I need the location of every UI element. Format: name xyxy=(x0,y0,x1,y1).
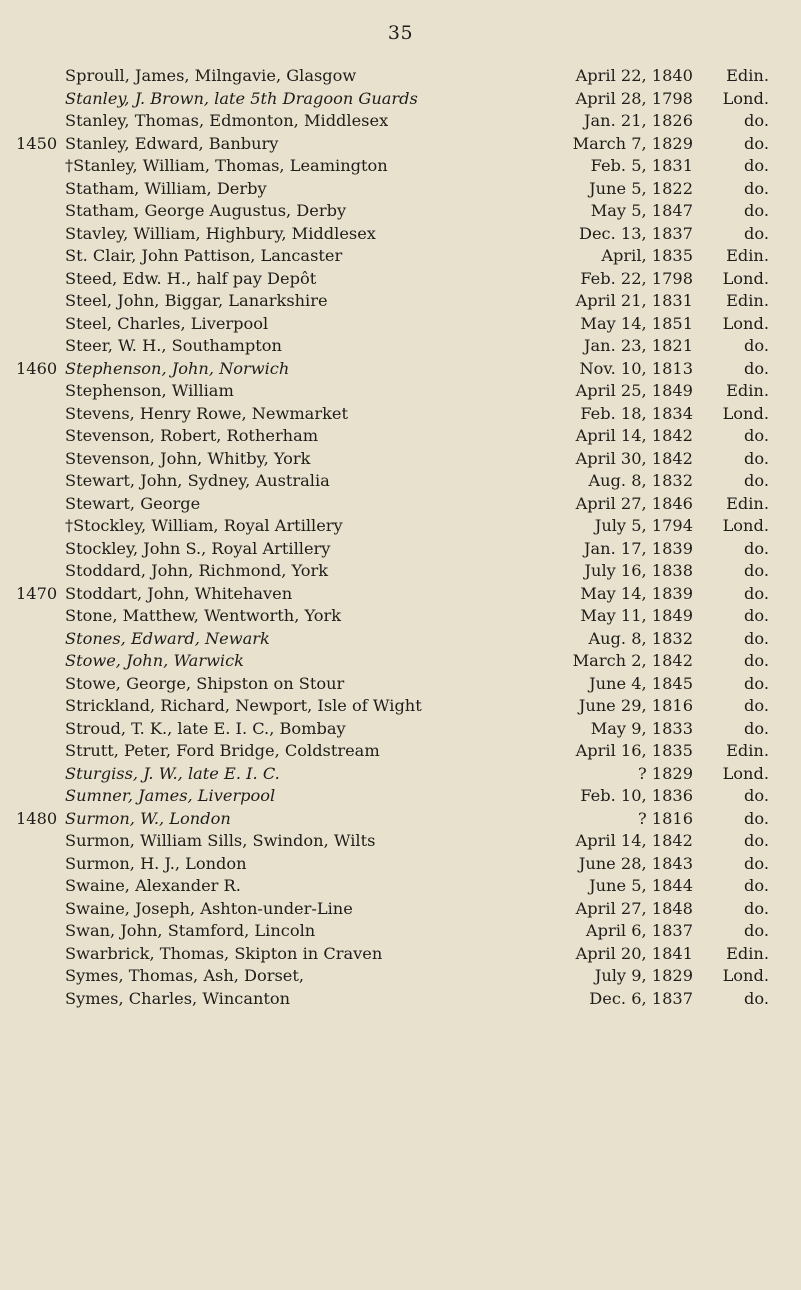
entry-date: Jan. 21, 1826 xyxy=(584,111,693,130)
entry-date: Feb. 10, 1836 xyxy=(580,786,693,805)
entry-name: Stanley, Edward, Banbury xyxy=(65,133,279,153)
entry-place: Edin. xyxy=(726,66,769,85)
entry-date: Feb. 18, 1834 xyxy=(580,403,693,423)
entry-date: June 5, 1844 xyxy=(589,876,693,895)
entry-place: Lond. xyxy=(722,313,769,333)
entry-place: do. xyxy=(744,606,769,625)
entry-date: April, 1835 xyxy=(601,246,693,265)
list-item xyxy=(16,763,776,786)
entry-place: do. xyxy=(744,448,769,468)
list-item xyxy=(16,313,776,336)
entry-name: Stephenson, John, Norwich xyxy=(65,358,290,378)
entry-index: 1460 xyxy=(16,358,58,378)
list-item xyxy=(16,628,776,651)
list-item xyxy=(16,560,776,583)
list-item xyxy=(16,898,776,921)
entry-name: Stoddart, John, Whitehaven xyxy=(65,583,293,603)
entry-name: Strutt, Peter, Ford Bridge, Coldstream xyxy=(65,741,380,760)
entry-name: Stanley, Thomas, Edmonton, Middlesex xyxy=(65,111,389,130)
entry-place: Edin. xyxy=(726,246,769,265)
entry-date: Feb. 5, 1831 xyxy=(590,156,693,175)
entry-name: Stone, Matthew, Wentworth, York xyxy=(65,606,342,625)
list-item xyxy=(16,403,776,426)
entry-date: June 4, 1845 xyxy=(589,673,693,693)
list-item xyxy=(16,650,776,673)
entry-date: April 22, 1840 xyxy=(575,66,693,85)
entry-name: Stavley, William, Highbury, Middlesex xyxy=(65,223,376,243)
entry-place: do. xyxy=(744,718,769,738)
entry-date: Dec. 6, 1837 xyxy=(589,988,693,1008)
entry-place: do. xyxy=(744,426,769,445)
list-item xyxy=(16,178,776,201)
entry-index: 1470 xyxy=(16,583,58,603)
entry-date: April 14, 1842 xyxy=(575,426,693,445)
entry-place: do. xyxy=(744,853,769,873)
entry-date: May 9, 1833 xyxy=(590,718,693,738)
entry-date: ? 1829 xyxy=(637,763,693,783)
entry-name: Stevens, Henry Rowe, Newmarket xyxy=(65,403,348,423)
entry-place: do. xyxy=(744,808,769,828)
entry-date: July 9, 1829 xyxy=(594,966,693,985)
entry-place: Edin. xyxy=(726,741,769,760)
entry-date: May 11, 1849 xyxy=(580,606,693,625)
entry-name: Stephenson, William xyxy=(65,381,234,400)
entry-place: Lond. xyxy=(722,403,769,423)
list-item xyxy=(16,965,776,988)
list-item xyxy=(16,110,776,133)
list-item xyxy=(16,808,776,831)
list-item xyxy=(16,268,776,291)
list-item xyxy=(16,65,776,88)
list-item xyxy=(16,470,776,493)
list-item xyxy=(16,335,776,358)
entry-place: do. xyxy=(744,201,769,220)
entry-name: Stowe, John, Warwick xyxy=(65,651,244,670)
entry-place: do. xyxy=(744,178,769,198)
entry-place: do. xyxy=(744,561,769,580)
entry-name: Stoddard, John, Richmond, York xyxy=(65,561,329,580)
entry-date: June 5, 1822 xyxy=(589,178,693,198)
entry-date: Jan. 17, 1839 xyxy=(584,538,693,558)
entry-place: Lond. xyxy=(722,516,769,535)
entry-date: April 16, 1835 xyxy=(575,741,693,760)
entry-name: Steel, Charles, Liverpool xyxy=(65,313,269,333)
entry-place: do. xyxy=(744,898,769,918)
list-item xyxy=(16,448,776,471)
entry-name: †Stockley, William, Royal Artillery xyxy=(65,516,343,535)
entry-date: April 28, 1798 xyxy=(575,88,693,108)
entry-place: Edin. xyxy=(726,291,769,310)
entry-date: May 14, 1851 xyxy=(580,313,693,333)
list-item xyxy=(16,538,776,561)
entry-name: Stones, Edward, Newark xyxy=(65,628,270,648)
list-item xyxy=(16,88,776,111)
entry-place: Edin. xyxy=(726,493,769,513)
entry-name: Stroud, T. K., late E. I. C., Bombay xyxy=(65,718,346,738)
entry-date: June 29, 1816 xyxy=(578,696,693,715)
entry-date: April 27, 1846 xyxy=(575,493,693,513)
entry-date: April 21, 1831 xyxy=(575,291,693,310)
entry-name: Swarbrick, Thomas, Skipton in Craven xyxy=(65,943,383,963)
entry-name: Stanley, J. Brown, late 5th Dragoon Guards xyxy=(65,88,418,108)
entry-place: do. xyxy=(744,583,769,603)
entry-name: Strickland, Richard, Newport, Isle of Wight xyxy=(65,696,422,715)
list-item xyxy=(16,290,776,313)
entry-name: Symes, Thomas, Ash, Dorset, xyxy=(65,966,305,985)
entry-date: June 28, 1843 xyxy=(578,853,693,873)
entry-place: do. xyxy=(744,156,769,175)
list-item xyxy=(16,155,776,178)
list-item xyxy=(16,673,776,696)
list-item xyxy=(16,493,776,516)
list-item xyxy=(16,425,776,448)
entry-date: July 5, 1794 xyxy=(594,516,693,535)
entry-name: Stockley, John S., Royal Artillery xyxy=(65,538,331,558)
entry-place: do. xyxy=(744,696,769,715)
entry-date: ? 1816 xyxy=(637,808,693,828)
entry-date: April 25, 1849 xyxy=(575,381,693,400)
entry-place: do. xyxy=(744,651,769,670)
entry-name: Stevenson, John, Whitby, York xyxy=(65,448,311,468)
entry-name: Steel, John, Biggar, Lanarkshire xyxy=(65,291,328,310)
entry-name: Surmon, H. J., London xyxy=(65,853,247,873)
entry-name: St. Clair, John Pattison, Lancaster xyxy=(65,246,343,265)
entry-date: Dec. 13, 1837 xyxy=(578,223,693,243)
entry-index: 1450 xyxy=(16,133,58,153)
entry-name: Steer, W. H., Southampton xyxy=(65,336,282,355)
entry-date: July 16, 1838 xyxy=(584,561,693,580)
list-item xyxy=(16,988,776,1011)
list-item xyxy=(16,605,776,628)
list-item xyxy=(16,830,776,853)
entry-place: do. xyxy=(744,786,769,805)
entry-name: Statham, William, Derby xyxy=(65,178,267,198)
list-item xyxy=(16,583,776,606)
entry-name: Swaine, Alexander R. xyxy=(65,876,241,895)
entry-place: do. xyxy=(744,358,769,378)
entry-name: Surmon, William Sills, Swindon, Wilts xyxy=(65,831,376,850)
entry-place: do. xyxy=(744,831,769,850)
list-item xyxy=(16,200,776,223)
entry-place: do. xyxy=(744,876,769,895)
entry-place: do. xyxy=(744,538,769,558)
entry-date: April 27, 1848 xyxy=(575,898,693,918)
entry-list xyxy=(16,65,776,1010)
list-item xyxy=(16,515,776,538)
list-item xyxy=(16,785,776,808)
entry-name: Sproull, James, Milngavie, Glasgow xyxy=(65,66,357,85)
list-item xyxy=(16,718,776,741)
entry-date: April 20, 1841 xyxy=(575,943,693,963)
entry-place: Edin. xyxy=(726,943,769,963)
entry-place: do. xyxy=(744,336,769,355)
entry-place: do. xyxy=(744,988,769,1008)
entry-place: Edin. xyxy=(726,381,769,400)
entry-name: Stewart, John, Sydney, Australia xyxy=(65,471,330,490)
list-item xyxy=(16,920,776,943)
list-item xyxy=(16,695,776,718)
entry-name: Steed, Edw. H., half pay Depôt xyxy=(65,268,317,288)
entry-date: Feb. 22, 1798 xyxy=(580,268,693,288)
entry-index: 1480 xyxy=(16,808,58,828)
entry-name: Sturgiss, J. W., late E. I. C. xyxy=(65,763,280,783)
entry-place: do. xyxy=(744,471,769,490)
entry-date: March 7, 1829 xyxy=(572,133,693,153)
entry-place: do. xyxy=(744,921,769,940)
entry-date: Nov. 10, 1813 xyxy=(579,358,693,378)
list-item xyxy=(16,133,776,156)
entry-name: Statham, George Augustus, Derby xyxy=(65,201,347,220)
entry-date: Jan. 23, 1821 xyxy=(584,336,693,355)
list-item xyxy=(16,740,776,763)
entry-name: Stowe, George, Shipston on Stour xyxy=(65,673,345,693)
list-item xyxy=(16,223,776,246)
entry-place: do. xyxy=(744,628,769,648)
list-item xyxy=(16,853,776,876)
entry-date: May 14, 1839 xyxy=(580,583,693,603)
page-number: 35 xyxy=(387,22,414,44)
entry-place: do. xyxy=(744,223,769,243)
entry-name: Stevenson, Robert, Rotherham xyxy=(65,426,319,445)
list-item xyxy=(16,245,776,268)
entry-name: Swaine, Joseph, Ashton-under-Line xyxy=(65,898,353,918)
entry-date: Aug. 8, 1832 xyxy=(588,628,693,648)
entry-date: March 2, 1842 xyxy=(572,651,693,670)
entry-name: †Stanley, William, Thomas, Leamington xyxy=(65,156,388,175)
entry-place: Lond. xyxy=(722,966,769,985)
entry-place: do. xyxy=(744,111,769,130)
list-item xyxy=(16,380,776,403)
entry-place: Lond. xyxy=(722,268,769,288)
entry-date: April 30, 1842 xyxy=(575,448,693,468)
entry-place: Lond. xyxy=(722,88,769,108)
entry-date: April 6, 1837 xyxy=(585,921,693,940)
entry-date: Aug. 8, 1832 xyxy=(588,471,693,490)
entry-place: do. xyxy=(744,673,769,693)
list-item xyxy=(16,358,776,381)
entry-date: April 14, 1842 xyxy=(575,831,693,850)
entry-name: Symes, Charles, Wincanton xyxy=(65,988,291,1008)
entry-date: May 5, 1847 xyxy=(590,201,693,220)
entry-name: Surmon, W., London xyxy=(65,808,231,828)
entry-name: Sumner, James, Liverpool xyxy=(65,786,276,805)
list-item xyxy=(16,875,776,898)
entry-name: Swan, John, Stamford, Lincoln xyxy=(65,921,316,940)
entry-name: Stewart, George xyxy=(65,493,201,513)
entry-place: do. xyxy=(744,133,769,153)
list-item xyxy=(16,943,776,966)
entry-place: Lond. xyxy=(722,763,769,783)
